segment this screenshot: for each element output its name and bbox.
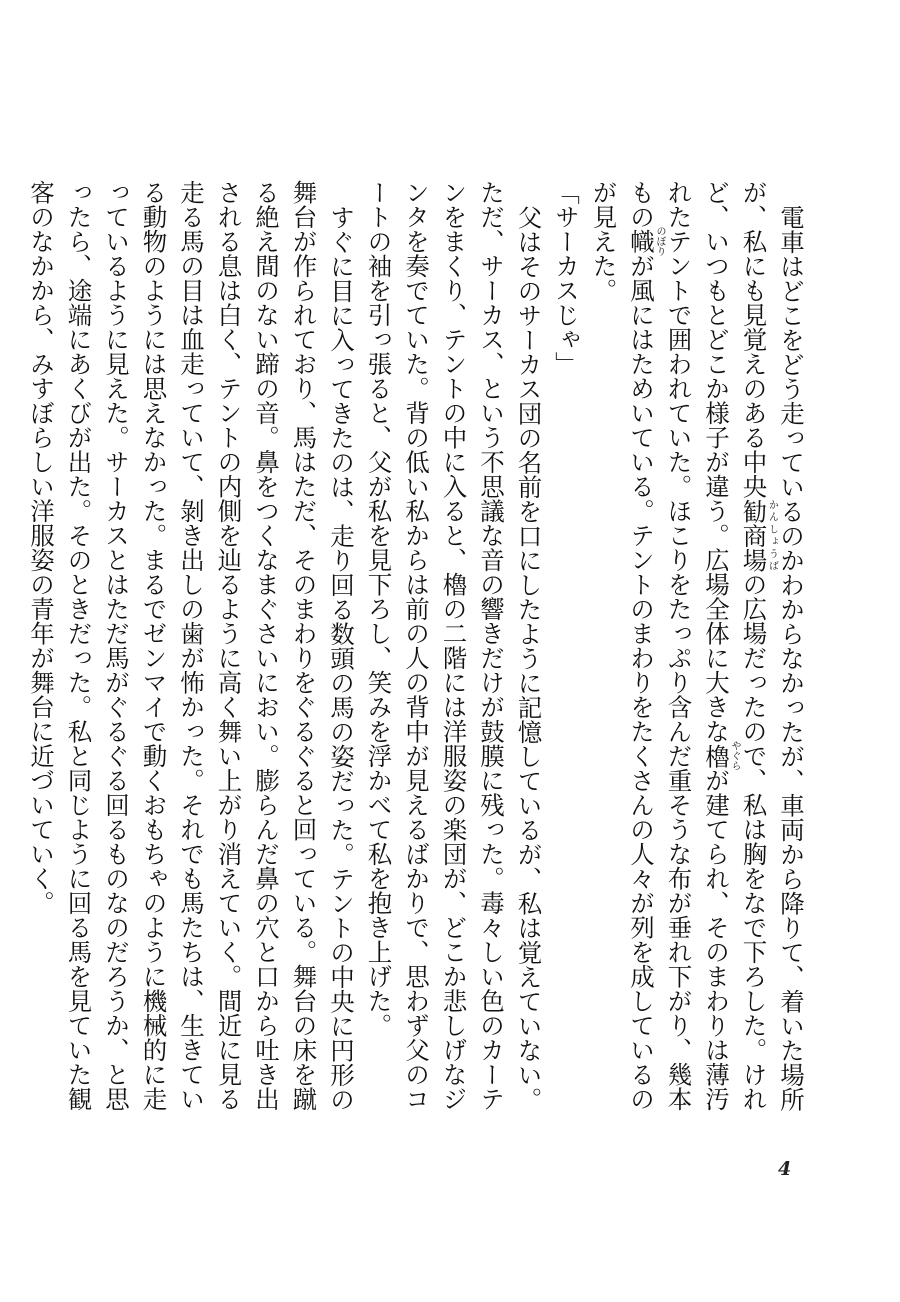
furigana: のぼり: [654, 226, 665, 257]
text-run: が風にはためいている。テントのまわりをたくさんの人々が列を成しているのが見えた。: [589, 180, 656, 1111]
ruby-word: 幟のぼり: [627, 226, 665, 257]
vertical-text-body: [27, 180, 810, 1130]
ruby-word: 勧商場かんしょうば: [739, 498, 778, 572]
text-run: 「サーカスじゃ」: [552, 180, 581, 376]
dialogue-line: [548, 180, 586, 1130]
text-run: すぐに目に入ってきたのは、走り回る数頭の馬の姿だった。テントの中央に円形の舞台が作られており、馬はただ、そのまわりをぐるぐると回っている。舞台の床を蹴る絶え間のない蹄の音。鼻をつくなまぐさいにおい。膨らんだ鼻の穴と口から吐き出される息は白く、テントの内側を辿るように高く舞い上がり消えていく。間近に見る走る馬の目は血走っていて、剝き出しの歯が怖かった。それでも馬たちは、生きている動物のようには思えなかった。まるでゼンマイで動くおもちゃのように機械的に走っているように見えた。サーカスとはただ馬がぐるぐる回るものなのだろうか、と思ったら、途端にあくびが出た。そのときだった。私と同じように回る馬を見ていた観客のなかから、みすぼらしい洋服姿の青年が舞台に近づいていく。: [27, 180, 356, 1111]
text-run: 父はそのサーカス団の名前を口にしたように記憶しているが、私は覚えていない。ただ、サーカス、という不思議な音の響きだけが鼓膜に残った。毒々しい色のカーテンをまくり、テントの中に入ると、櫓の二階には洋服姿の楽団が、どこか悲しげなジンタを奏でていた。背の低い私からは前の人の背中が見えるばかりで、思わず父のコートの袖を引っ張ると、父が私を見下ろし、笑みを浮かべて私を抱き上げた。: [364, 180, 544, 1111]
page-number: 4: [778, 1158, 792, 1180]
text-run: の広場だったので、私は胸をなで下ろした。けれど、いつもとどこか様子が違う。広場全体に大きな: [702, 180, 769, 1111]
text-run: が建てられ、そのまわりは薄汚れたテントで囲われていた。ほこりをたっぷり含んだ重そうな布が垂れ下がり、幾本もの: [627, 180, 731, 1111]
text-run: 電車はどこをどう走っているのかわからなかったが、車両から降りて、着いた場所が、私にも見覚えのある中央: [739, 180, 806, 1111]
furigana: やぐら: [729, 740, 740, 771]
paragraph: [360, 180, 548, 1130]
paragraph: [585, 180, 810, 1130]
ruby-word: 櫓やぐら: [702, 740, 740, 771]
furigana: かんしょうば: [766, 498, 778, 572]
paragraph: [23, 180, 361, 1130]
